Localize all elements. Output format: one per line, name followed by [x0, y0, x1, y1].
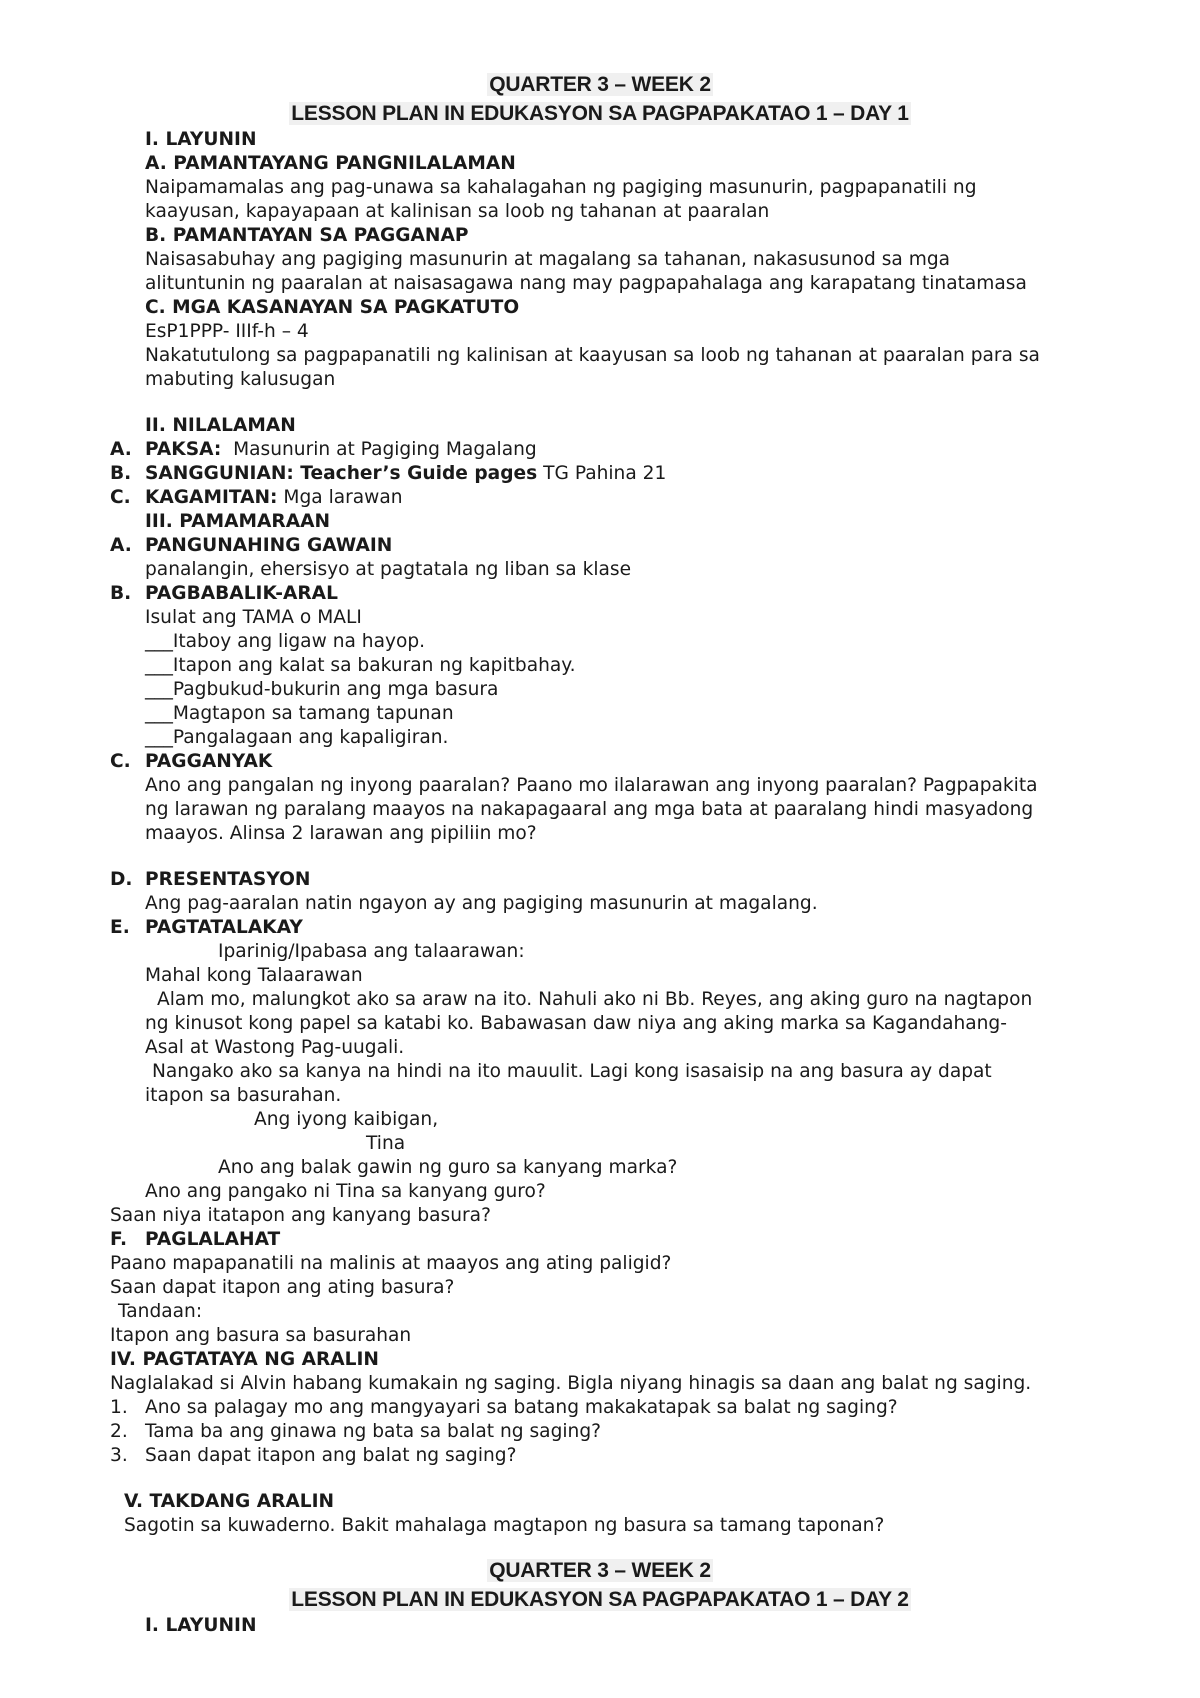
- sanggunian-value: TG Pahina 21: [543, 463, 667, 484]
- list-marker: A.: [110, 439, 132, 460]
- paksa-line: [145, 438, 537, 462]
- kagamitan-value: Mga larawan: [283, 487, 403, 508]
- paragraph-line: Ano ang pangalan ng inyong paaralan? Paano mo ilalarawan ang inyong paaralan? Pagpapakita: [145, 775, 1038, 796]
- discussion-question: Ano ang pangako ni Tina sa kanyang guro?: [145, 1181, 546, 1202]
- subheading-pangunahing-gawain: PANGUNAHING GAWAIN: [145, 535, 393, 556]
- assessment-item-number: 3.: [110, 1445, 128, 1466]
- paragraph-line: Naipamamalas ang pag-unawa sa kahalagahan ng pagiging masunurin, pagpapanatili ng: [145, 177, 977, 198]
- subheading-pagbabalik-aral: PAGBABALIK-ARAL: [145, 583, 338, 604]
- subheading-pamantayang-pangnilalaman: A. PAMANTAYANG PANGNILALAMAN: [145, 153, 516, 174]
- quiz-item: ___Pagbukud-bukurin ang mga basura: [145, 679, 499, 700]
- kagamitan-label: KAGAMITAN:: [145, 487, 278, 508]
- subheading-paglalahat: PAGLALAHAT: [145, 1229, 281, 1250]
- list-marker: F.: [110, 1229, 128, 1250]
- instruction-line: Isulat ang TAMA o MALI: [145, 607, 362, 628]
- section-heading-takdang-aralin: V. TAKDANG ARALIN: [124, 1491, 335, 1512]
- subheading-kasanayan-sa-pagkatuto: C. MGA KASANAYAN SA PAGKATUTO: [145, 297, 520, 318]
- paksa-label: PAKSA:: [145, 439, 222, 460]
- discussion-question: Saan niya itatapon ang kanyang basura?: [110, 1205, 491, 1226]
- paragraph-line: alituntunin ng paaralan at naisasagawa nang may pagpapahalaga ang karapatang tinatamasa: [145, 273, 1027, 294]
- diary-signature: Tina: [366, 1133, 406, 1154]
- list-marker: D.: [110, 869, 133, 890]
- section-heading-pagtataya: IV. PAGTATAYA NG ARALIN: [110, 1349, 379, 1370]
- diary-line: Nangako ako sa kanya na hindi na ito mauulit. Lagi kong isasaisip na ang basura ay dapat: [152, 1061, 992, 1082]
- sanggunian-line: [145, 462, 666, 486]
- section-heading-layunin: I. LAYUNIN: [145, 129, 257, 150]
- homework-text: Sagotin sa kuwaderno. Bakit mahalaga magtapon ng basura sa tamang taponan?: [124, 1515, 885, 1536]
- paragraph-line: Naisasabuhay ang pagiging masunurin at magalang sa tahanan, nakasusunod sa mga: [145, 249, 951, 270]
- diary-intro: Iparinig/Ipabasa ang talaarawan:: [218, 941, 525, 962]
- section-heading-nilalaman: II. NILALAMAN: [145, 415, 296, 436]
- kagamitan-line: [145, 486, 403, 510]
- lesson-title: LESSON PLAN IN EDUKASYON SA PAGPAPAKATAO 1 – DAY 1: [291, 102, 909, 125]
- list-marker: B.: [110, 463, 132, 484]
- diary-line: Alam mo, malungkot ako sa araw na ito. Nahuli ako ni Bb. Reyes, ang aking guro na nagtapon: [157, 989, 1033, 1010]
- subheading-presentasyon: PRESENTASYON: [145, 869, 311, 890]
- quiz-item: ___Pangalagaan ang kapaligiran.: [145, 727, 449, 748]
- quarter-title-day2: QUARTER 3 – WEEK 2: [489, 1559, 711, 1582]
- section-heading-pamamaraan: III. PAMAMARAAN: [145, 511, 331, 532]
- list-marker: C.: [110, 487, 131, 508]
- paragraph-line: panalangin, ehersisyo at pagtatala ng liban sa klase: [145, 559, 632, 580]
- paragraph-line: Ang pag-aaralan natin ngayon ay ang pagiging masunurin at magalang.: [145, 893, 818, 914]
- lesson-title-day2: LESSON PLAN IN EDUKASYON SA PAGPAPAKATAO 1 – DAY 2: [291, 1588, 909, 1611]
- generalization-question: Saan dapat itapon ang ating basura?: [110, 1277, 455, 1298]
- diary-line: Asal at Wastong Pag-uugali.: [145, 1037, 405, 1058]
- paragraph-line: kaayusan, kapayapaan at kalinisan sa loob ng tahanan at paaralan: [145, 201, 770, 222]
- diary-line: itapon sa basurahan.: [145, 1085, 342, 1106]
- list-marker: B.: [110, 583, 132, 604]
- paragraph-line: Nakatutulong sa pagpapanatili ng kalinisan at kaayusan sa loob ng tahanan at paaralan para sa: [145, 345, 1040, 366]
- paragraph-line: maayos. Alinsa 2 larawan ang pipiliin mo?: [145, 823, 537, 844]
- paksa-value: Masunurin at Pagiging Magalang: [233, 439, 537, 460]
- tandaan-rule: Itapon ang basura sa basurahan: [110, 1325, 412, 1346]
- section-heading-layunin-day2: I. LAYUNIN: [145, 1615, 257, 1636]
- competency-code: EsP1PPP- IIIf-h – 4: [145, 321, 309, 342]
- paragraph-line: mabuting kalusugan: [145, 369, 336, 390]
- diary-closing: Ang iyong kaibigan,: [254, 1109, 439, 1130]
- quiz-item: ___Itapon ang kalat sa bakuran ng kapitbahay.: [145, 655, 576, 676]
- assessment-item: Ano sa palagay mo ang mangyayari sa batang makakatapak sa balat ng saging?: [145, 1397, 898, 1418]
- diary-greeting: Mahal kong Talaarawan: [145, 965, 363, 986]
- paragraph-line: ng larawan ng paralang maayos na nakapagaaral ang mga bata at paaralang hindi masyadong: [145, 799, 1034, 820]
- assessment-item-number: 1.: [110, 1397, 128, 1418]
- assessment-story: Naglalakad si Alvin habang kumakain ng saging. Bigla niyang hinagis sa daan ang balat ng saging.: [110, 1373, 1032, 1394]
- quarter-title: QUARTER 3 – WEEK 2: [489, 73, 711, 96]
- generalization-question: Paano mapapanatili na malinis at maayos ang ating paligid?: [110, 1253, 672, 1274]
- discussion-question: Ano ang balak gawin ng guro sa kanyang marka?: [218, 1157, 678, 1178]
- assessment-item: Saan dapat itapon ang balat ng saging?: [145, 1445, 517, 1466]
- list-marker: A.: [110, 535, 132, 556]
- quiz-item: ___Itaboy ang ligaw na hayop.: [145, 631, 426, 652]
- tandaan-label: Tandaan:: [118, 1301, 203, 1322]
- subheading-pagganyak: PAGGANYAK: [145, 751, 273, 772]
- assessment-item: Tama ba ang ginawa ng bata sa balat ng saging?: [145, 1421, 601, 1442]
- sanggunian-label: SANGGUNIAN: Teacher’s Guide pages: [145, 463, 538, 484]
- quiz-item: ___Magtapon sa tamang tapunan: [145, 703, 454, 724]
- diary-line: ng kinusot kong papel sa katabi ko. Babawasan daw niya ang aking marka sa Kagandahang-: [145, 1013, 1007, 1034]
- list-marker: E.: [110, 917, 130, 938]
- subheading-pamantayan-sa-pagganap: B. PAMANTAYAN SA PAGGANAP: [145, 225, 469, 246]
- assessment-item-number: 2.: [110, 1421, 128, 1442]
- subheading-pagtatalakay: PAGTATALAKAY: [145, 917, 303, 938]
- list-marker: C.: [110, 751, 131, 772]
